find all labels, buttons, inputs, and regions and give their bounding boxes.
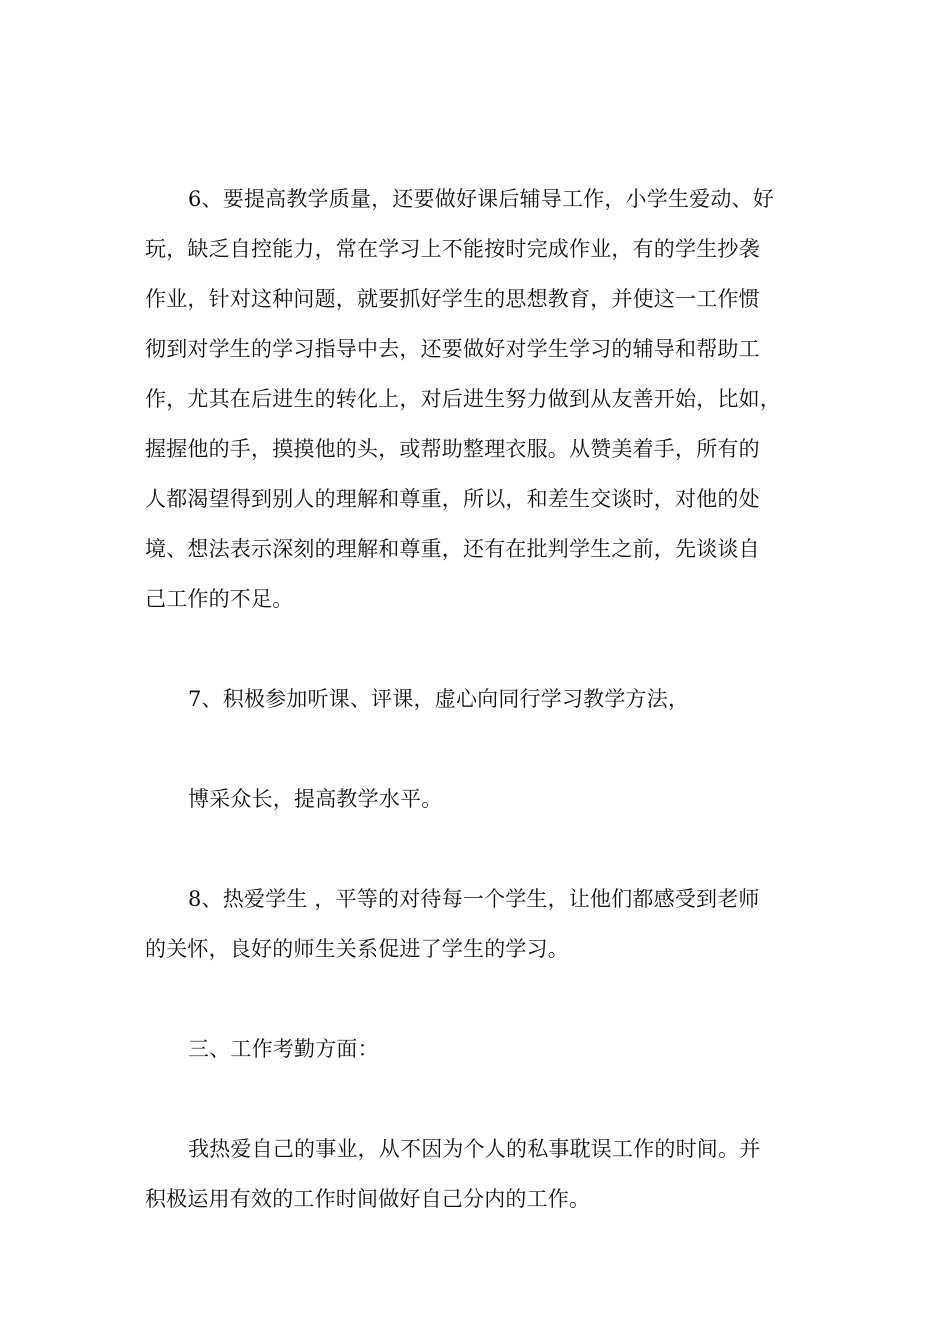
- paragraph-6-line-9: 己工作的不足。: [145, 587, 294, 611]
- paragraph-7b-line-1: 博采众长，提高教学水平。: [188, 787, 443, 811]
- paragraph-6-line-8: 境、想法表示深刻的理解和尊重，还有在批判学生之前，先谈谈自: [145, 537, 760, 561]
- paragraph-8-line-2: 的关怀，良好的师生关系促进了学生的学习。: [145, 937, 569, 961]
- paragraph-6-line-5: 作，尤其在后进生的转化上，对后进生努力做到从友善开始，比如，: [145, 387, 781, 411]
- paragraph-6-line-2: 玩，缺乏自控能力，常在学习上不能按时完成作业，有的学生抄袭: [145, 237, 760, 261]
- paragraph-6-line-1: 6、要提高教学质量，还要做好课后辅导工作，小学生爱动、好: [188, 187, 774, 211]
- paragraph-9-line-1: 我热爱自己的事业，从不因为个人的私事耽误工作的时间。并: [188, 1137, 761, 1161]
- paragraph-6-line-7: 人都渴望得到别人的理解和尊重，所以，和差生交谈时，对他的处: [145, 487, 760, 511]
- paragraph-8-line-1: 8、热爱学生 ，平等的对待每一个学生，让他们都感受到老师: [188, 887, 760, 911]
- paragraph-7-line-1: 7、积极参加听课、评课，虚心向同行学习教学方法，: [188, 687, 690, 711]
- paragraph-9-line-2: 积极运用有效的工作时间做好自己分内的工作。: [145, 1187, 591, 1211]
- paragraph-6-line-4: 彻到对学生的学习指导中去，还要做好对学生学习的辅导和帮助工: [145, 337, 760, 361]
- paragraph-6-line-3: 作业，针对这种问题，就要抓好学生的思想教育，并使这一工作惯: [145, 287, 760, 311]
- paragraph-6-line-6: 握握他的手，摸摸他的头，或帮助整理衣服。从赞美着手，所有的: [145, 437, 760, 461]
- section-heading-attendance: 三、工作考勤方面：: [188, 1037, 379, 1061]
